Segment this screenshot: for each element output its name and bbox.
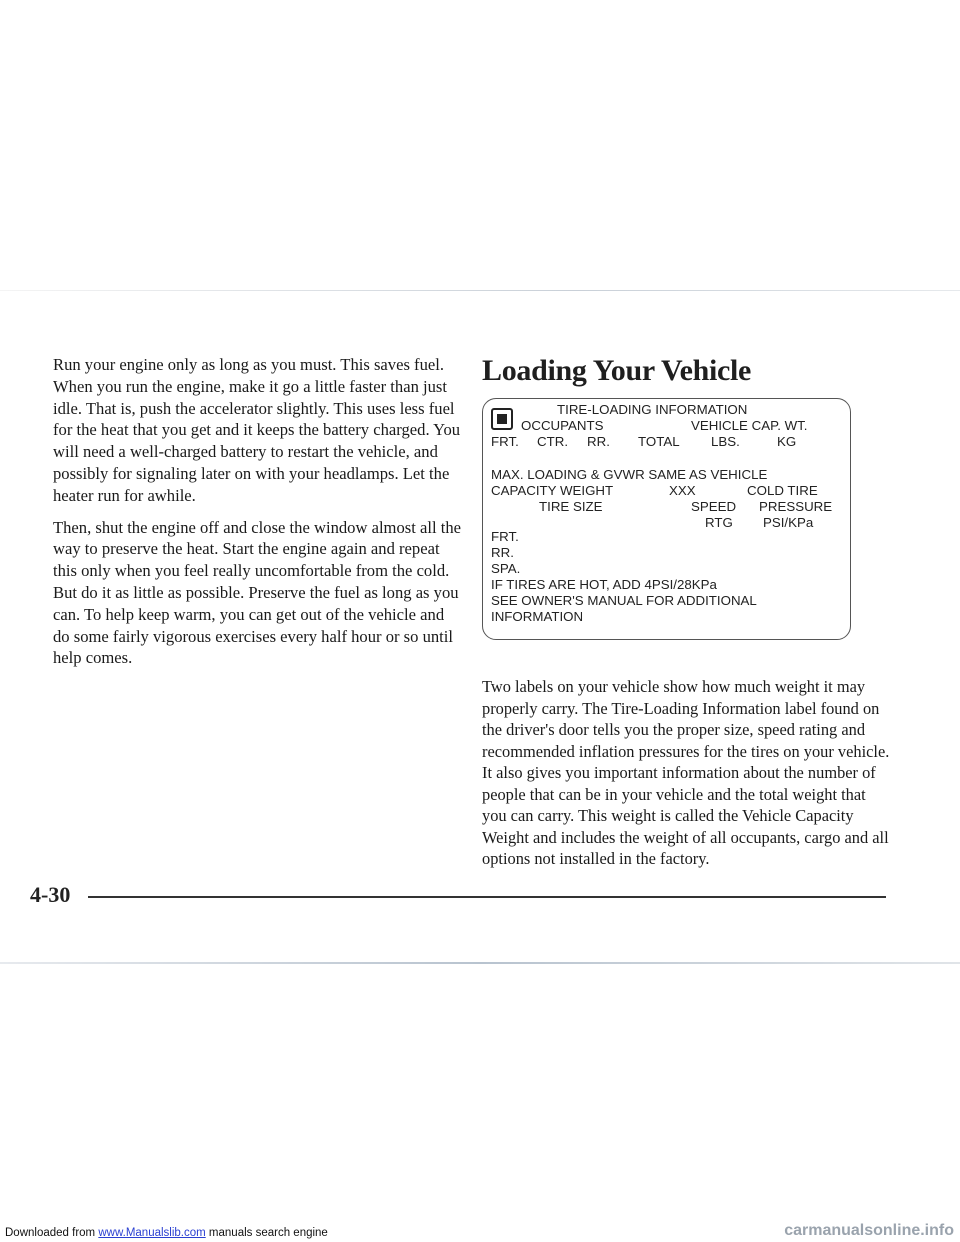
label-vehicle-cap-wt: VEHICLE CAP. WT. [691, 418, 808, 433]
label-max-loading: MAX. LOADING & GVWR SAME AS VEHICLE [491, 467, 768, 482]
label-occupants: OCCUPANTS [521, 418, 604, 433]
paragraph-shut-engine: Then, shut the engine off and close the window almost all the way to preserve the heat. Start the engine again and repeat this only when you feel really uncomfortable from the cold. But do it as little as possible. Preserve the fuel as long as you can. To help keep warm, you can get out of the vehicle and do some fairly vigorous exercises every half hour or so until help comes. [53, 517, 461, 668]
label-information: INFORMATION [491, 609, 584, 624]
bottom-divider [0, 962, 960, 964]
label-see-manual: SEE OWNER'S MANUAL FOR ADDITIONAL [491, 593, 757, 608]
label-capacity-weight: CAPACITY WEIGHT [491, 483, 614, 498]
right-column [482, 354, 892, 868]
label-row-rr: RR. [491, 545, 514, 560]
download-footer [5, 1227, 328, 1239]
label-lbs: LBS. [711, 434, 740, 449]
label-rr: RR. [587, 434, 610, 449]
footer-prefix: Downloaded from [5, 1227, 96, 1239]
left-column [53, 354, 463, 679]
top-divider [0, 290, 960, 291]
paragraph-engine-run: Run your engine only as long as you must. This saves fuel. When you run the engine, make it go a little faster than just idle. That is, push the accelerator slightly. This uses less fuel for the heat that you get and it keeps the battery charged. You will need a well-charged battery to restart the vehicle, and possibly for signaling later on with your headlamps. Let the heater run for awhile. [53, 355, 461, 505]
tire-loading-label [482, 398, 851, 640]
label-speed: SPEED [691, 499, 737, 514]
gm-logo-icon [491, 408, 513, 430]
label-row-spa: SPA. [491, 561, 521, 576]
label-kg: KG [777, 434, 797, 449]
page-number: 4-30 [30, 882, 71, 907]
label-total: TOTAL [638, 434, 680, 449]
footer-suffix: manuals search engine [208, 1227, 328, 1239]
label-hot-tires: IF TIRES ARE HOT, ADD 4PSI/28KPa [491, 577, 717, 592]
loading-description: Two labels on your vehicle show how much weight it may properly carry. The Tire-Loading Information label found on the driver's door tells you the proper size, speed rating and recommended inflation pressures for the tires on your vehicle. It also gives you important information about the number of people that can be in your vehicle and the total weight that you can carry. This weight is called the Vehicle Capacity Weight and includes the weight of all occupants, cargo and all options not installed in the factory. [482, 677, 890, 868]
label-tire-size: TIRE SIZE [539, 499, 603, 514]
label-cold-tire: COLD TIRE [747, 483, 818, 498]
label-ctr: CTR. [537, 434, 569, 449]
site-watermark: carmanualsonline.info [784, 1222, 954, 1239]
label-row-frt: FRT. [491, 529, 519, 544]
section-title: Loading Your Vehicle [482, 354, 752, 387]
page-number-rule [88, 896, 886, 898]
label-frt: FRT. [491, 434, 519, 449]
label-xxx: XXX [669, 483, 696, 498]
manualslib-link[interactable]: www.Manualslib.com [98, 1227, 206, 1239]
label-psi-kpa: PSI/KPa [763, 515, 814, 530]
label-pressure: PRESSURE [759, 499, 833, 514]
label-rtg: RTG [705, 515, 733, 530]
label-heading: TIRE-LOADING INFORMATION [557, 402, 748, 417]
